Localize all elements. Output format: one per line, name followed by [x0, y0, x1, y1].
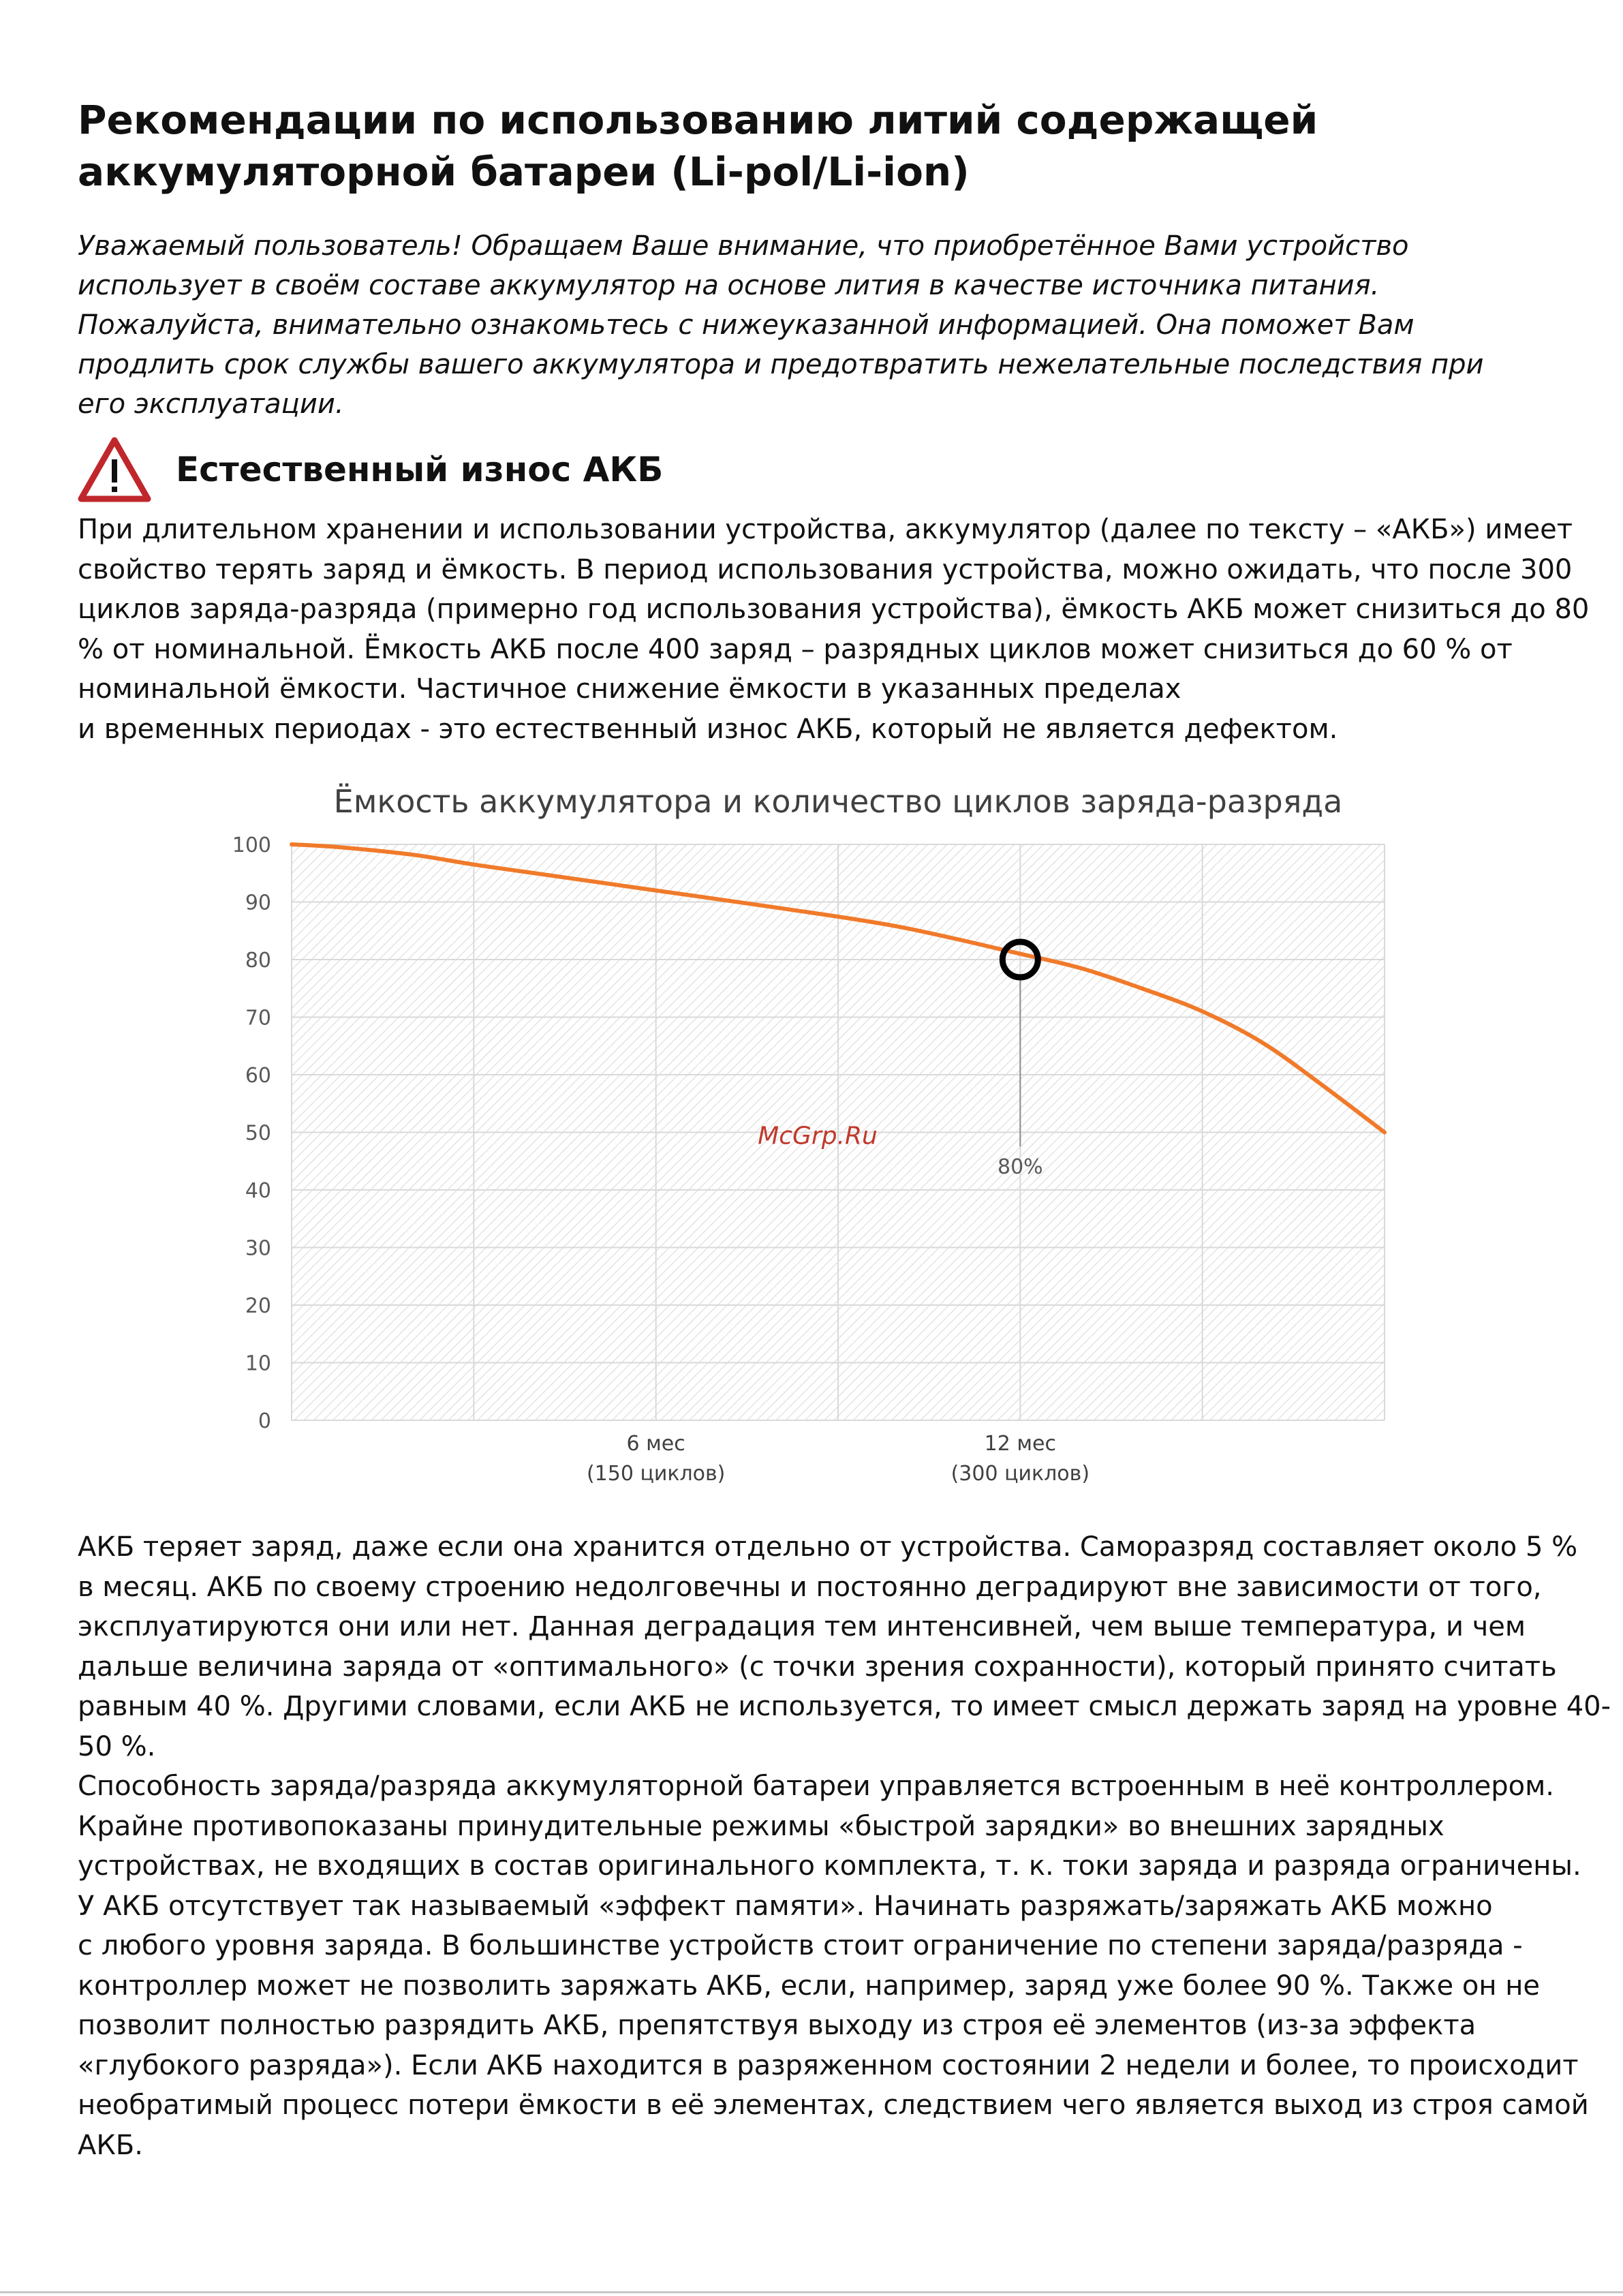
y-tick-label: 90 [245, 891, 271, 915]
y-tick-label: 30 [245, 1236, 271, 1261]
y-tick-label: 70 [245, 1006, 271, 1030]
paragraph-line: дальше величина заряда от «оптимального» (с точки зрения сохранности), который принято считать [78, 1651, 1557, 1683]
paragraph-line: и временных периодах - это естественный износ АКБ, который не является дефектом. [78, 713, 1338, 745]
y-tick-label: 10 [245, 1351, 271, 1376]
paragraph-line: У АКБ отсутствует так называемый «эффект памяти». Начинать разряжать/заряжать АКБ можно [78, 1890, 1493, 1922]
paragraph-line: необратимый процесс потери ёмкости в её элементах, следствием чего является выход из строя самой [78, 2090, 1589, 2121]
intro-line: его эксплуатации. [78, 388, 344, 420]
x-tick-label: 12 мес [984, 1432, 1056, 1456]
paragraph-line: равным 40 %. Другими словами, если АКБ не используется, то имеет смысл держать заряд на уровне 40- [78, 1691, 1611, 1722]
y-tick-label: 40 [245, 1179, 271, 1203]
section-title: Естественный износ АКБ [176, 450, 664, 489]
y-tick-label: 80 [245, 949, 271, 973]
paragraph-line: «глубокого разряда»). Если АКБ находится в разряженном состоянии 2 недели и более, то происходит [78, 2049, 1579, 2081]
paragraph-line: % от номинальной. Ёмкость АКБ после 400 заряд – разрядных циклов может снизиться до 60 % от [78, 633, 1513, 665]
capacity-chart [204, 777, 1431, 1499]
x-axis-ticks [587, 1432, 1089, 1486]
paragraph-line: эксплуатируются они или нет. Данная деградация тем интенсивней, чем выше температура, и чем [78, 1611, 1526, 1642]
paragraph-self-discharge [78, 1527, 1611, 2165]
y-tick-label: 100 [232, 833, 271, 857]
paragraph-line: свойство терять заряд и ёмкость. В период использования устройства, можно ожидать, что после 300 [78, 553, 1573, 585]
y-tick-label: 60 [245, 1064, 271, 1088]
intro-line: Пожалуйста, внимательно ознакомьтесь с нижеуказанной информацией. Она поможет Вам [78, 309, 1415, 341]
y-tick-label: 50 [245, 1121, 271, 1146]
x-tick-label: (300 циклов) [950, 1462, 1090, 1486]
paragraph-line: контроллер может не позволить заряжать АКБ, если, например, заряд уже более 90 %. Также он не [78, 1970, 1540, 2002]
x-tick-label: (150 циклов) [586, 1462, 726, 1486]
paragraph-line: с любого уровня заряда. В большинстве устройств стоит ограничение по степени заряда/разряда - [78, 1930, 1523, 1961]
paragraph-line: позволит полностью разрядить АКБ, препятствуя выходу из строя её элементов (из-за эффекта [78, 2010, 1477, 2041]
paragraph-line: устройствах, не входящих в состав оригинального комплекта, т. к. токи заряда и разряда ограничены. [78, 1850, 1581, 1882]
paragraph-line: АКБ теряет заряд, даже если она хранится отдельно от устройства. Саморазряд составляет около 5 % [78, 1531, 1578, 1563]
y-axis-ticks [232, 833, 271, 1433]
paragraph-line: Способность заряда/разряда аккумуляторной батареи управляется встроенным в неё контроллером. [78, 1771, 1555, 1802]
y-tick-label: 20 [245, 1294, 271, 1318]
intro-line: продлить срок службы вашего аккумулятора и предотвратить нежелательные последствия при [78, 349, 1484, 380]
intro-paragraph [78, 226, 1563, 424]
section-header [78, 436, 1032, 504]
page-title-line-2: аккумуляторной батареи (Li-pol/Li-ion) [78, 149, 970, 195]
intro-line: использует в своём составе аккумулятор на основе лития в качестве источника питания. [78, 270, 1380, 301]
chart-title: Ёмкость аккумулятора и количество циклов заряда-разряда [333, 783, 1343, 820]
warning-triangle-icon [78, 436, 151, 503]
page-title [78, 94, 1549, 198]
page-title-line-1: Рекомендации по использованию литий содержащей [78, 97, 1318, 143]
paragraph-line: АКБ. [78, 2129, 143, 2161]
paragraph-line: в месяц. АКБ по своему строению недолговечны и постоянно деградируют вне зависимости от того, [78, 1571, 1542, 1603]
bottom-rule [0, 2291, 1623, 2293]
paragraph-line: Крайне противопоказаны принудительные режимы «быстрой зарядки» во внешних зарядных [78, 1810, 1444, 1842]
x-tick-label: 6 мес [626, 1432, 685, 1456]
highlight-label: 80% [997, 1155, 1043, 1180]
watermark-text: McGrp.Ru [758, 1122, 878, 1150]
capacity-chart-svg [204, 777, 1431, 1499]
paragraph-line: 50 %. [78, 1730, 156, 1762]
paragraph-line: номинальной ёмкости. Частичное снижение ёмкости в указанных пределах [78, 673, 1181, 705]
intro-line: Уважаемый пользователь! Обращаем Ваше внимание, что приобретённое Вами устройство [78, 230, 1409, 262]
y-tick-label: 0 [258, 1409, 271, 1433]
paragraph-natural-wear [78, 510, 1590, 749]
paragraph-line: При длительном хранении и использовании устройства, аккумулятор (далее по тексту – «АКБ») имеет [78, 514, 1573, 545]
paragraph-line: циклов заряда-разряда (примерно год использования устройства), ёмкость АКБ может снизиться до 80 [78, 594, 1590, 625]
